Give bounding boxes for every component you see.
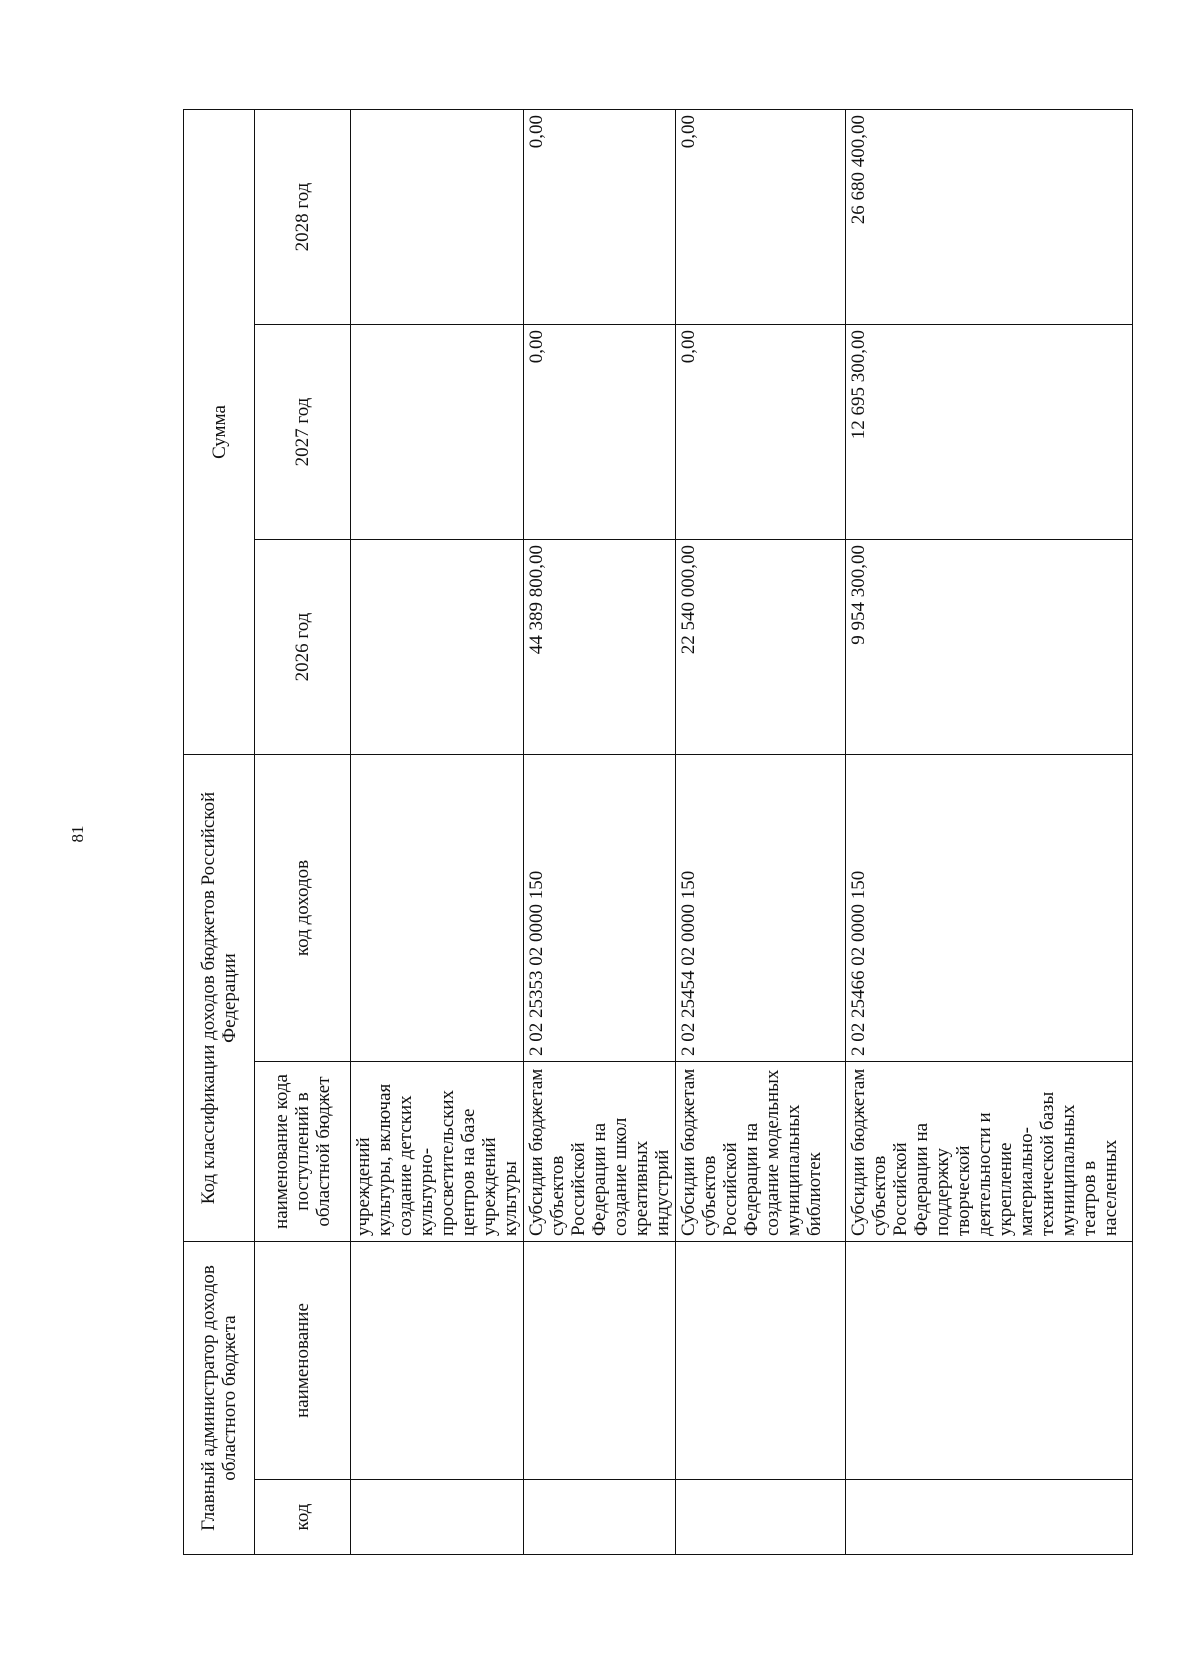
cell-admin-code — [676, 1480, 846, 1555]
header-admin-code: код — [255, 1480, 351, 1555]
cell-2027: 0,00 — [524, 325, 676, 540]
cell-revenue-code: 2 02 25353 02 0000 150 — [524, 755, 676, 1062]
cell-2028 — [351, 109, 524, 324]
header-sum-group: Сумма — [184, 109, 255, 754]
revenue-table — [183, 109, 1133, 1555]
cell-admin-code — [846, 1480, 1133, 1555]
cell-2027: 0,00 — [676, 325, 846, 540]
cell-revenue-name: Субсидии бюджетам субъектов Российской Федерации на создание модельных муниципальных библиотек — [676, 1062, 846, 1242]
table-row — [676, 109, 846, 1554]
cell-2027 — [351, 325, 524, 540]
header-admin-group: Главный администратор доходов областного бюджета — [184, 1242, 255, 1555]
cell-admin-code — [524, 1480, 676, 1555]
header-year-2028: 2028 год — [255, 109, 351, 324]
header-revenue-name: наименование кода поступлений в областной бюджет — [255, 1062, 351, 1242]
cell-revenue-code — [351, 755, 524, 1062]
table-row — [524, 109, 676, 1554]
cell-admin-name — [846, 1242, 1133, 1480]
table-row — [846, 109, 1133, 1554]
header-classification-group: Код классификации доходов бюджетов Российской Федерации — [184, 755, 255, 1242]
cell-2026: 44 389 800,00 — [524, 540, 676, 755]
cell-2026: 22 540 000,00 — [676, 540, 846, 755]
cell-admin-name — [676, 1242, 846, 1480]
cell-revenue-name: учреждений культуры, включая создание детских культурно-просветительских центров на базе учреждений культуры — [351, 1062, 524, 1242]
table-row — [351, 109, 524, 1554]
header-admin-name: наименование — [255, 1242, 351, 1480]
cell-admin-name — [351, 1242, 524, 1480]
cell-2026: 9 954 300,00 — [846, 540, 1133, 755]
cell-2028: 26 680 400,00 — [846, 109, 1133, 324]
cell-admin-name — [524, 1242, 676, 1480]
revenue-table-container — [183, 110, 1122, 1555]
cell-revenue-name: Субсидии бюджетам субъектов Российской Федерации на создание школ креативных индустрий — [524, 1062, 676, 1242]
cell-2026 — [351, 540, 524, 755]
cell-admin-code — [351, 1480, 524, 1555]
cell-2028: 0,00 — [524, 109, 676, 324]
header-year-2027: 2027 год — [255, 325, 351, 540]
page-number: 81 — [68, 825, 87, 843]
cell-2028: 0,00 — [676, 109, 846, 324]
cell-revenue-code: 2 02 25454 02 0000 150 — [676, 755, 846, 1062]
header-year-2026: 2026 год — [255, 540, 351, 755]
header-revenue-code: код доходов — [255, 755, 351, 1062]
cell-revenue-code: 2 02 25466 02 0000 150 — [846, 755, 1133, 1062]
cell-revenue-name: Субсидии бюджетам субъектов Российской Федерации на поддержку творческой деятельности и укрепление материально-технической базы муниципальных театров в населенных — [846, 1062, 1133, 1242]
cell-2027: 12 695 300,00 — [846, 325, 1133, 540]
